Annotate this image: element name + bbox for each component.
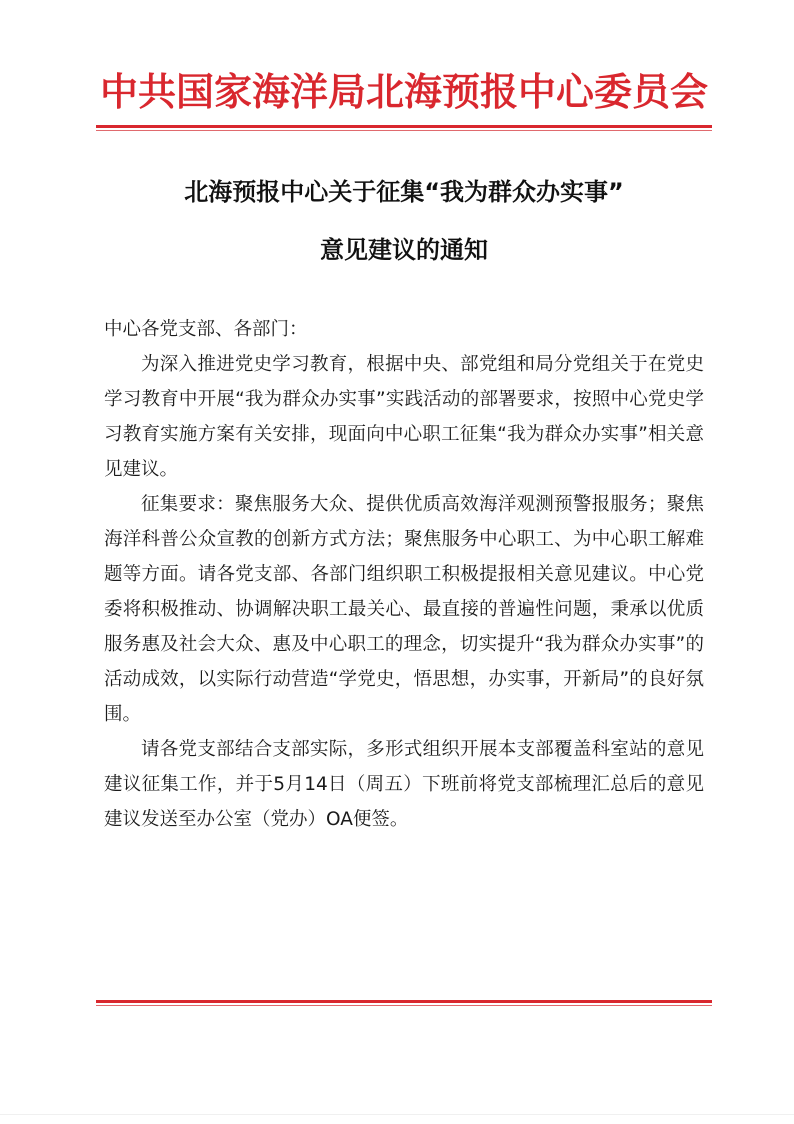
document-body: [104, 312, 704, 837]
organization-header: 中共国家海洋局北海预报中心委员会: [99, 69, 708, 114]
salutation: 中心各党支部、各部门：: [104, 319, 308, 340]
document-title-line-2: 意见建议的通知: [320, 236, 488, 264]
header-divider-thin: [96, 130, 712, 131]
header-divider: [96, 125, 712, 128]
paragraph-deadline: 请各党支部结合支部实际，多形式组织开展本支部覆盖科室站的意见建议征集工作，并于5月14日（周五）下班前将党支部梳理汇总后的意见建议发送至办公室（党办）OA便签。: [104, 739, 704, 830]
footer-divider-thin: [96, 1005, 712, 1006]
document-title-line-1: 北海预报中心关于征集“我为群众办实事”: [184, 178, 624, 206]
paragraph-background: 为深入推进党史学习教育，根据中央、部党组和局分党组关于在党史学习教育中开展“我为群众办实事”实践活动的部署要求，按照中心党史学习教育实施方案有关安排，现面向中心职工征集“我为群众办实事”相关意见建议。: [104, 354, 704, 480]
paragraph-requirements: 征集要求：聚焦服务大众、提供优质高效海洋观测预警报服务；聚焦海洋科普公众宣教的创新方式方法；聚焦服务中心职工、为中心职工解难题等方面。请各党支部、各部门组织职工积极提报相关意见建议。中心党委将积极推动、协调解决职工最关心、最直接的普遍性问题，秉承以优质服务惠及社会大众、惠及中心职工的理念，切实提升“我为群众办实事”的活动成效，以实际行动营造“学党史，悟思想，办实事，开新局”的良好氛围。: [104, 494, 704, 725]
page-edge: [0, 1114, 794, 1115]
footer-divider: [96, 1000, 712, 1003]
